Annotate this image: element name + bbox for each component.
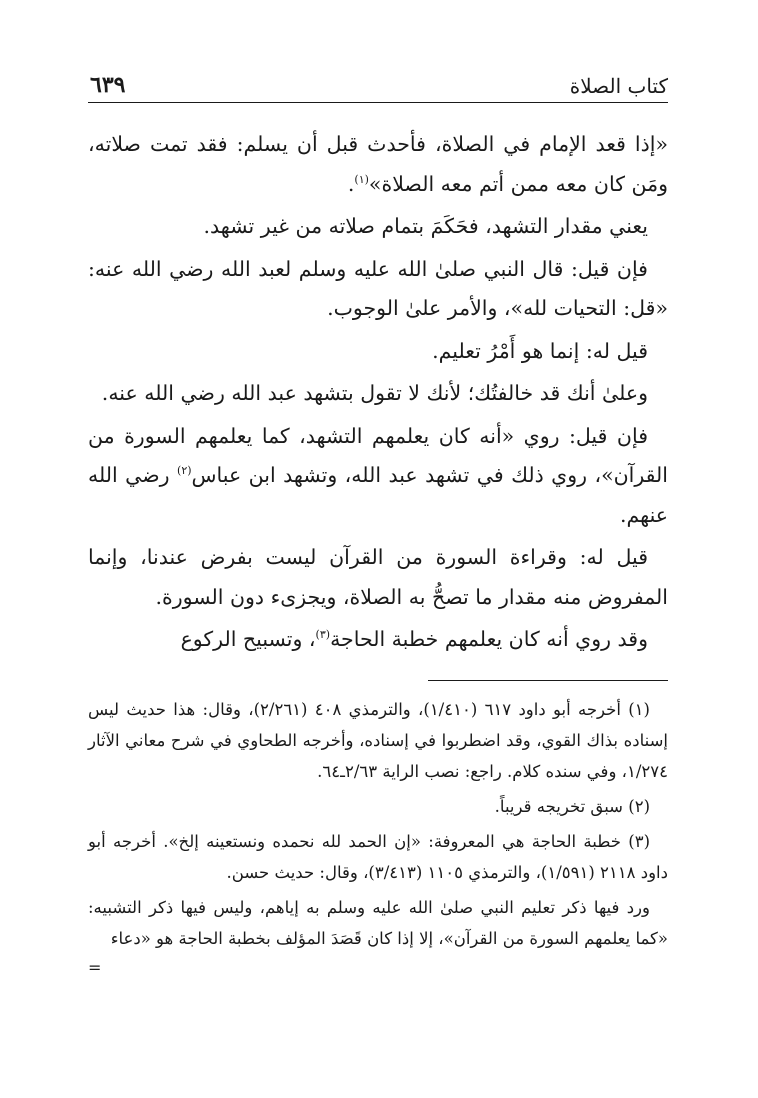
objection-2-end: رضي الله عنهم. (88, 463, 668, 527)
chapter-title: كتاب الصلاة (569, 74, 668, 98)
footnote-3: (٣) خطبة الحاجة هي المعروفة: «إن الحمد لله نحمده ونستعينه إلخ». أخرجه أبو داود ٢١١٨ (١/٥٩١)، والترمذي ١١٠٥ (٣/٤١٣)، وقال: حديث حسن. (88, 831, 668, 882)
main-text (88, 125, 668, 660)
hadith-text: وقد روي أنه كان يعلمهم خطبة الحاجة (330, 627, 648, 651)
book-page (88, 72, 668, 1062)
footnotes (88, 694, 668, 978)
hadith-end: ، وتسبيح الركوع (180, 627, 316, 651)
footnote-ref-3: (٣) (315, 628, 331, 642)
running-header (88, 72, 668, 103)
quote-text: «إذا قعد الإمام في الصلاة، فأحدث قبل أن يسلم: فقد تمت صلاته، ومَن كان معه ممن أتم معه الصلاة» (88, 132, 668, 196)
paragraph-reply-1: قيل له: إنما هو أَمْرُ تعليم. (432, 338, 648, 363)
footnote-2: (٢) سبق تخريجه قريباً. (494, 796, 650, 816)
footnote-ref-2: (٢) (177, 464, 192, 478)
objection-2-text: فإن قيل: روي «أنه كان يعلمهم التشهد، كما يعلمهم السورة من القرآن»، روي ذلك في تشهد عبد الله، وتشهد ابن عباس (88, 423, 668, 487)
paragraph-quote (88, 125, 668, 204)
quote-end: . (347, 171, 355, 196)
paragraph-reply-2: وعلىٰ أنك قد خالفتُك؛ لأنك لا تقول بتشهد عبد الله رضي الله عنه. (101, 381, 648, 405)
footnote-separator-wrap (88, 680, 668, 682)
footnote-3-continued: ورد فيها ذكر تعليم النبي صلىٰ الله عليه وسلم به إياهم، وليس فيها ذكر التشبيه: «كما يعلمهم السورة من القرآن»، إلا إذا كان قَصَدَ المؤلف بخطبة الحاجة هو «دعاء (88, 897, 668, 948)
footnote-separator (428, 680, 668, 681)
paragraph-explanation: يعني مقدار التشهد، فحَكَمَ بتمام صلاته من غير تشهد. (203, 214, 648, 238)
paragraph-reply-3: قيل له: وقراءة السورة من القرآن ليست بفرض عندنا، وإنما المفروض منه مقدار ما تصحُّ به الصلاة، ويجزىء دون السورة. (88, 545, 668, 609)
paragraph-hadith (88, 620, 668, 660)
paragraph-objection-2 (88, 417, 668, 536)
footnote-ref-1: (١) (354, 172, 369, 186)
footnote-1: (١) أخرجه أبو داود ٦١٧ (١/٤١٠)، والترمذي ٤٠٨ (٢/٢٦١)، وقال: هذا حديث ليس إسناده بذاك القوي، وقد اضطربوا في إسناده، وأخرجه الطحاوي في شرح معاني الآثار ١/٢٧٤، وفي سنده كلام. راجع: نصب الراية ٢/٦٣ـ٦٤. (88, 699, 668, 781)
continuation-mark: = (88, 957, 102, 977)
paragraph-objection-1: فإن قيل: قال النبي صلىٰ الله عليه وسلم لعبد الله رضي الله عنه: «قل: التحيات لله»، والأمر علىٰ الوجوب. (88, 256, 668, 320)
page-number: ٦٣٩ (90, 72, 126, 98)
